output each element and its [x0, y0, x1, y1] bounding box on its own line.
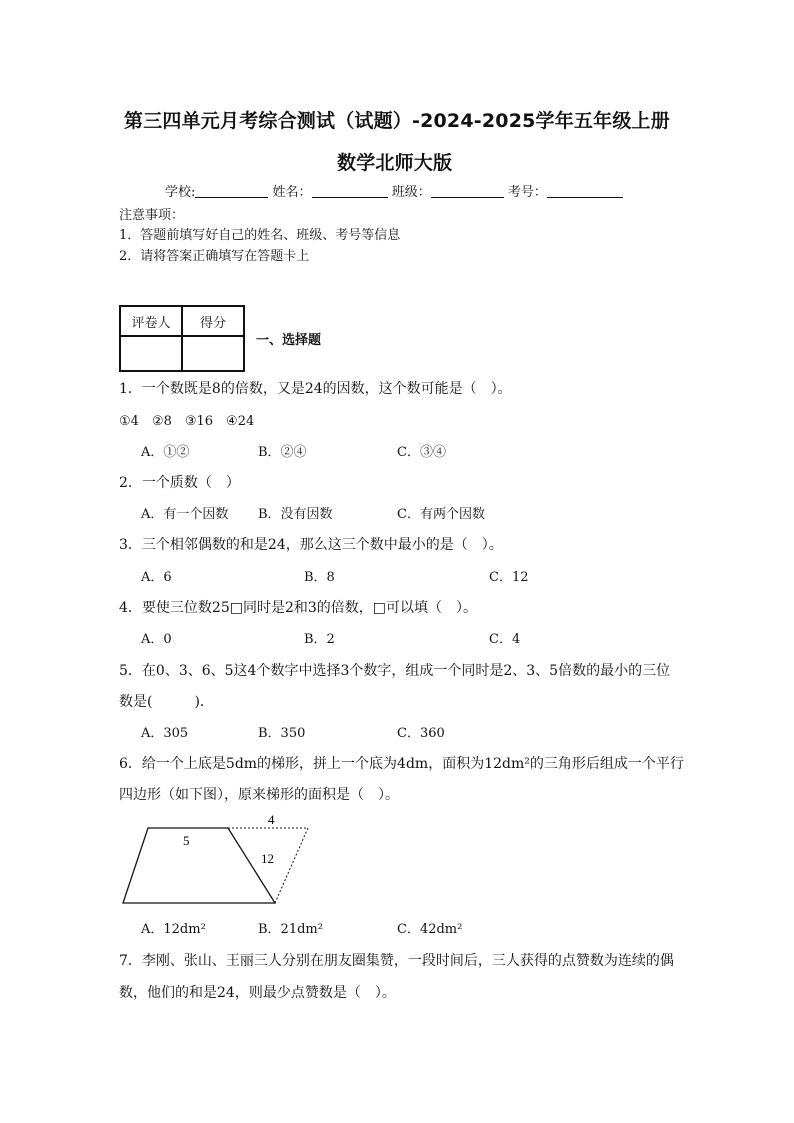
exam-no-label: 考号：	[507, 185, 547, 200]
label-triangle-base: 4	[268, 812, 275, 827]
question-6-line2: 四边形（如下图），原来梯形的面积是（ ）。	[119, 787, 399, 803]
question-7-line1: 7．李刚、张山、王丽三人分别在朋友圈集赞，一段时间后，三人获得的点赞数为连续的偶	[119, 953, 674, 969]
q6-option-b[interactable]: B．21dm²	[258, 922, 323, 937]
question-6-line1: 6．给一个上底是5dm的梯形，拼上一个底为4dm，面积为12dm²的三角形后组成一个平行	[119, 756, 684, 772]
question-1: 1．一个数既是8的倍数，又是24的因数，这个数可能是（ ）。	[119, 381, 512, 397]
grader-header: 评卷人	[120, 306, 182, 336]
trapezoid-shape	[123, 828, 275, 903]
school-label: 学校:	[165, 185, 196, 200]
q2-option-c[interactable]: C．有两个因数	[397, 507, 485, 522]
student-info-line	[165, 181, 623, 200]
q6-option-a[interactable]: A．12dm²	[141, 922, 206, 937]
q2-option-b[interactable]: B．没有因数	[258, 507, 333, 522]
grader-cell[interactable]	[120, 336, 182, 371]
q3-option-c[interactable]: C．12	[489, 570, 529, 585]
q1-option-c[interactable]: C．③④	[397, 445, 446, 460]
question-5-line2: 数是( )．	[119, 694, 214, 710]
page-title-line2: 数学北师大版	[337, 152, 453, 174]
trapezoid-figure	[118, 810, 318, 910]
score-table	[119, 305, 245, 372]
name-blank[interactable]	[312, 183, 388, 198]
q4-option-b[interactable]: B．2	[304, 632, 335, 647]
q5-option-a[interactable]: A．305	[141, 726, 189, 741]
q1-option-a[interactable]: A．①②	[141, 445, 190, 460]
note-item-2: 2．请将答案正确填写在答题卡上	[119, 249, 310, 264]
q5-option-c[interactable]: C．360	[397, 726, 445, 741]
question-7-line2: 数，他们的和是24，则最少点赞数是（ ）。	[119, 985, 396, 1001]
label-top-base: 5	[183, 833, 190, 848]
q1-option-b[interactable]: B．②④	[258, 445, 307, 460]
q6-option-c[interactable]: C．42dm²	[397, 922, 463, 937]
label-triangle-area: 12	[261, 851, 274, 866]
score-cell[interactable]	[182, 336, 244, 371]
q5-option-b[interactable]: B．350	[258, 726, 306, 741]
question-1-choices: ①4 ②8 ③16 ④24	[119, 414, 255, 429]
question-5-line1: 5．在0、3、6、5这4个数字中选择3个数字，组成一个同时是2、3、5倍数的最小的三位	[119, 663, 671, 679]
q3-option-b[interactable]: B．8	[304, 570, 335, 585]
q4-option-c[interactable]: C．4	[489, 632, 521, 647]
score-header: 得分	[182, 306, 244, 336]
section-title: 一、选择题	[256, 333, 322, 348]
school-blank[interactable]	[195, 183, 268, 198]
q2-option-a[interactable]: A．有一个因数	[141, 507, 229, 522]
page-title-line1: 第三四单元月考综合测试（试题）-2024-2025学年五年级上册	[124, 110, 670, 132]
question-3: 3．三个相邻偶数的和是24，那么这三个数中最小的是（ ）。	[119, 537, 503, 553]
q4-option-a[interactable]: A．0	[141, 632, 172, 647]
exam-no-blank[interactable]	[547, 183, 623, 198]
name-label: 姓名：	[272, 185, 312, 200]
class-label: 班级：	[391, 185, 431, 200]
notes-heading: 注意事项：	[119, 208, 185, 223]
note-item-1: 1．答题前填写好自己的姓名、班级、考号等信息	[119, 228, 401, 243]
class-blank[interactable]	[431, 183, 504, 198]
question-2: 2．一个质数（ ）	[119, 475, 240, 491]
q3-option-a[interactable]: A．6	[141, 570, 172, 585]
question-4: 4．要使三位数25□同时是2和3的倍数，□可以填（ ）。	[119, 600, 477, 616]
